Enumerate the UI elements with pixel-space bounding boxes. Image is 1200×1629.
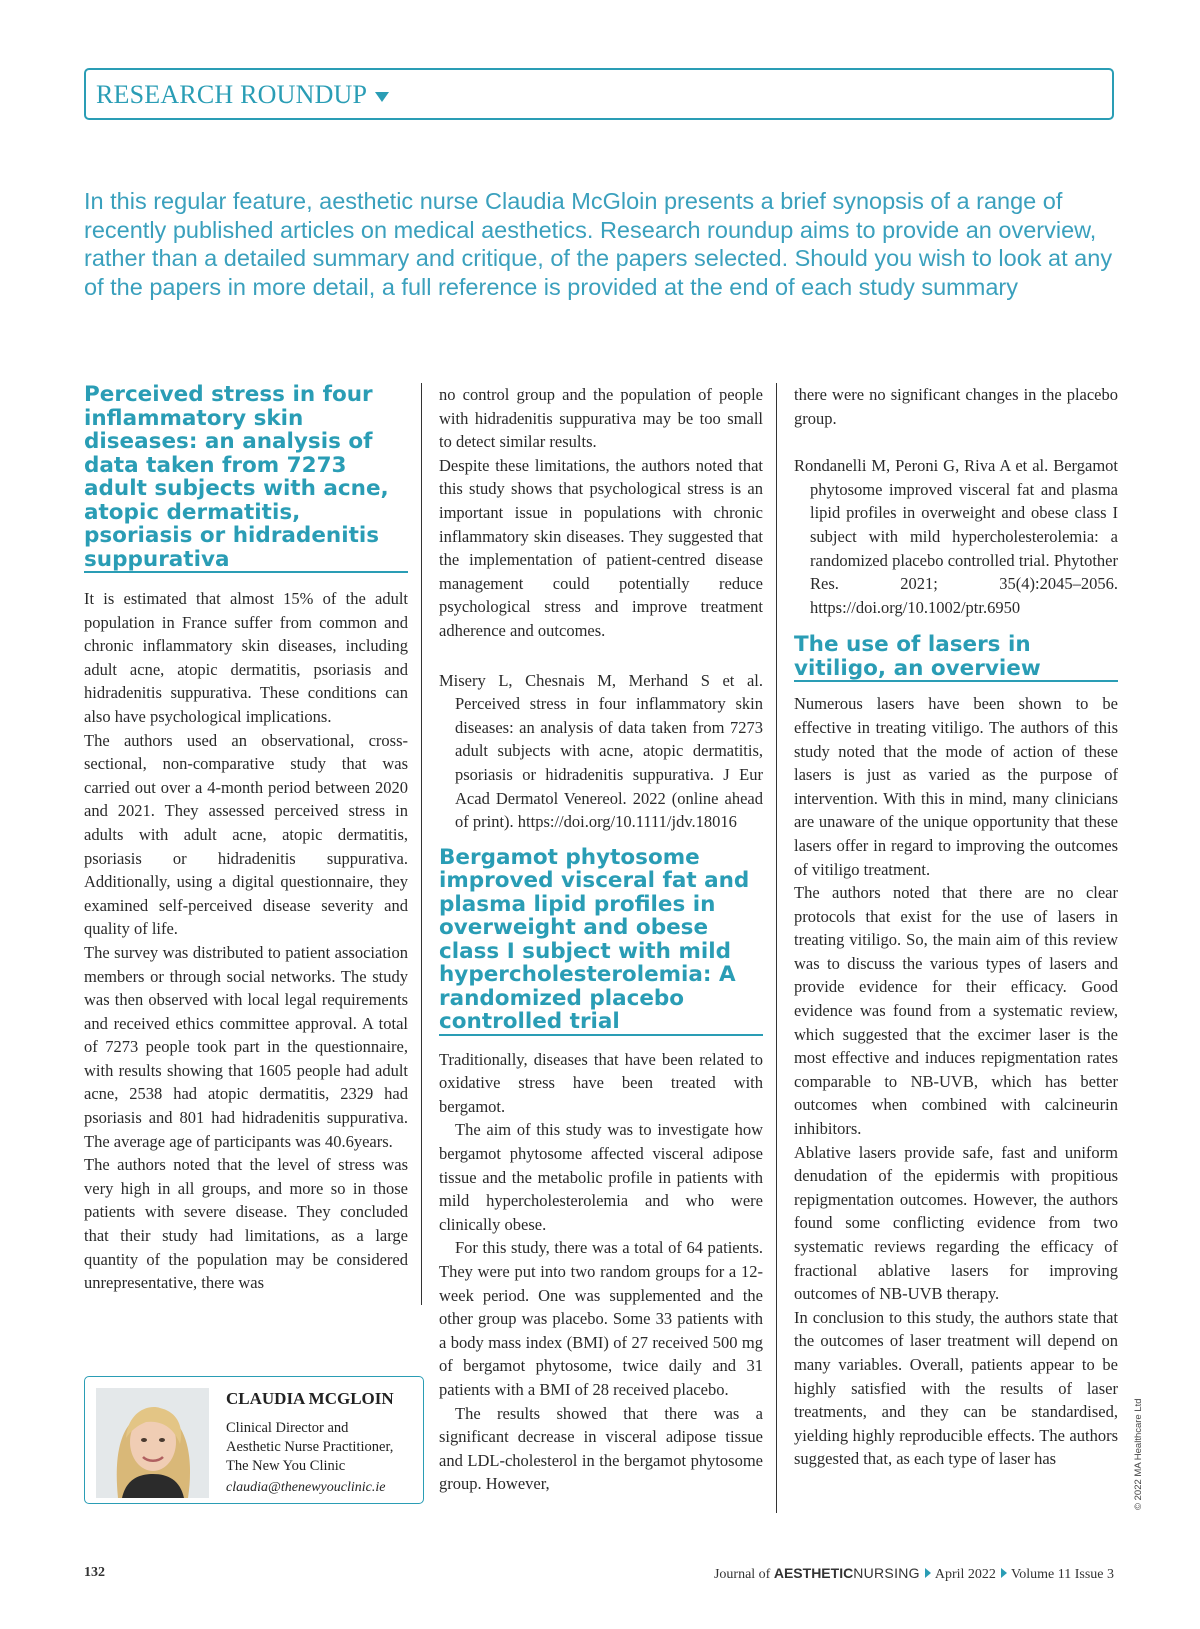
- column-divider: [421, 383, 422, 1305]
- journal-name-rest: NURSING: [853, 1565, 920, 1581]
- article-2-heading: Bergamot phytosome improved visceral fat and plasma lipid profiles in overweight and obese class I subject with mild hypercholesterolemia: A randomized placebo controlled trial: [439, 846, 763, 1036]
- article-1-paragraph: It is estimated that almost 15% of the adult population in France suffer from common and chronic inflammatory skin diseases, including adult acne, atopic dermatitis, psoriasis and hidradenitis suppurativa. These conditions can also have psychological implications.: [84, 589, 408, 726]
- copyright-notice: © 2022 MA Healthcare Ltd: [1133, 1398, 1144, 1510]
- article-1-paragraph: Despite these limitations, the authors noted that this study shows that psychological stress is an important issue in populations with chronic inflammatory skin diseases. They suggested that the implementation of patient-centred disease management could potentially reduce psychological stress and improve treatment adherence and outcomes.: [439, 455, 763, 640]
- author-bio-box: [84, 1376, 424, 1504]
- triangle-right-icon: [925, 1568, 931, 1578]
- article-2-paragraph: The aim of this study was to investigate how bergamot phytosome affected visceral adipose tissue and the metabolic profile in patients with mild hypercholesterolemia and who were clinically obese.: [439, 1120, 763, 1234]
- column-2: [439, 383, 763, 1496]
- author-role-line: Aesthetic Nurse Practitioner,: [226, 1439, 394, 1455]
- column-divider: [776, 383, 777, 1513]
- section-title-text: RESEARCH ROUNDUP: [96, 80, 368, 109]
- volume-issue: Volume 11 Issue 3: [1010, 1567, 1114, 1582]
- caret-down-icon: [375, 92, 389, 102]
- intro-paragraph: In this regular feature, aesthetic nurse Claudia McGloin presents a brief synopsis of a range of recently published articles on medical aesthetics. Research roundup aims to provide an overview, rather than a detailed summary and critique, of the papers selected. Should you wish to look at any of the papers in more detail, a full reference is provided at the end of each study summary: [84, 188, 1113, 300]
- page-number: 132: [84, 1565, 105, 1580]
- column-3: [794, 383, 1118, 1471]
- article-1-paragraph: The survey was distributed to patient association members or through social networks. The study was then observed with local legal requirements and received ethics committee approval. A total of 7273 people took part in the questionnaire, with results showing that 1605 people had adult acne, 2538 had atopic dermatitis, 2329 had psoriasis and 801 had hidradenitis suppurativa. The average age of participants was 40.6years.: [84, 942, 408, 1151]
- article-3-heading: The use of lasers in vitiligo, an overview: [794, 633, 1118, 682]
- article-2-reference: Rondanelli M, Peroni G, Riva A et al. Bergamot phytosome improved visceral fat and plasma lipid profiles in overweight and obese class I subject with mild hypercholesterolemia: a randomized placebo controlled trial. Phytother Res. 2021; 35(4):2045–2056. https://doi.org/10.1002/ptr.6950: [794, 456, 1118, 617]
- author-email[interactable]: claudia@thenewyouclinic.ie: [226, 1480, 386, 1495]
- article-2-paragraph: For this study, there was a total of 64 patients. They were put into two random groups for a 12-week period. One was supplemented and the other group was placebo. Some 33 patients with a body mass index (BMI) of 27 received 500 mg of bergamot phytosome, twice daily and 31 patients with a BMI of 28 received placebo.: [439, 1238, 763, 1399]
- article-2-paragraph: Traditionally, diseases that have been related to oxidative stress have been treated with bergamot.: [439, 1049, 763, 1116]
- section-title: [96, 80, 389, 110]
- article-3-paragraph: In conclusion to this study, the authors state that the outcomes of laser treatment will depend on many variables. Overall, patients appear to be highly satisfied with the results of laser treatments, and they can be standardised, yielding highly reproducible effects. The authors suggested that, as each type of laser has: [794, 1307, 1118, 1469]
- article-2-paragraph: The results showed that there was a significant decrease in visceral adipose tissue and LDL-cholesterol in the bergamot phytosome group. However,: [439, 1403, 763, 1494]
- author-role: [226, 1419, 416, 1476]
- author-role-line: The New You Clinic: [226, 1458, 346, 1474]
- issue-date: April 2022: [934, 1567, 996, 1582]
- journal-name-bold: AESTHETIC: [773, 1565, 854, 1581]
- journal-prefix: Journal of: [713, 1567, 771, 1582]
- article-2-paragraph: there were no significant changes in the placebo group.: [794, 385, 1118, 428]
- author-name: CLAUDIA MCGLOIN: [226, 1389, 394, 1408]
- article-3-paragraph: The authors noted that there are no clear protocols that exist for the use of lasers in treating vitiligo. So, the main aim of this review was to discuss the various types of lasers and provide evidence for their efficacy. Good evidence was found from a systematic review, which suggested that the excimer laser is the most effective and induces repigmentation rates comparable to NB-UVB, which has better outcomes when combined with calcineurin inhibitors.: [794, 883, 1118, 1139]
- journal-footer: [714, 1565, 1114, 1583]
- article-1-heading: Perceived stress in four inflammatory skin diseases: an analysis of data taken from 7273 adult subjects with acne, atopic dermatitis, psoriasis or hidradenitis suppurativa: [84, 383, 408, 573]
- article-1-paragraph: The authors used an observational, cross-sectional, non-comparative study that was carried out over a 4-month period between 2020 and 2021. They assessed perceived stress in adults with adult acne, atopic dermatitis, psoriasis or hidradenitis suppurativa. Additionally, using a digital questionnaire, they examined self-perceived disease severity and quality of life.: [84, 730, 408, 939]
- article-3-paragraph: Ablative lasers provide safe, fast and uniform denudation of the epidermis with propitious repigmentation outcomes. However, the authors found some conflicting evidence from two systematic reviews regarding the efficacy of fractional ablative lasers for improving outcomes of NB-UVB therapy.: [794, 1142, 1118, 1304]
- article-1-paragraph: The authors noted that the level of stress was very high in all groups, and more so in those patients with severe disease. They concluded that their study had limitations, as a large quantity of the population may be considered unrepresentative, there was: [84, 1155, 408, 1293]
- section-header: [84, 68, 1114, 120]
- article-1-paragraph: no control group and the population of people with hidradenitis suppurativa may be too small to detect similar results.: [439, 385, 763, 452]
- article-1-reference: Misery L, Chesnais M, Merhand S et al. Perceived stress in four inflammatory skin diseases: an analysis of data taken from 7273 adult subjects with acne, atopic dermatitis, psoriasis or hidradenitis suppurativa. J Eur Acad Dermatol Venereol. 2022 (online ahead of print). https://doi.org/10.1111/jdv.18016: [439, 670, 763, 832]
- author-role-line: Clinical Director and: [226, 1420, 349, 1436]
- triangle-right-icon: [1001, 1568, 1007, 1578]
- article-3-paragraph: Numerous lasers have been shown to be effective in treating vitiligo. The authors of this study noted that the mode of action of these lasers is just as varied as the purpose of intervention. With this in mind, many clinicians are unaware of the unique opportunity that these lasers offer in regard to improving the outcomes of vitiligo treatment.: [794, 694, 1118, 879]
- column-1: [84, 383, 408, 1295]
- author-photo: [96, 1388, 209, 1498]
